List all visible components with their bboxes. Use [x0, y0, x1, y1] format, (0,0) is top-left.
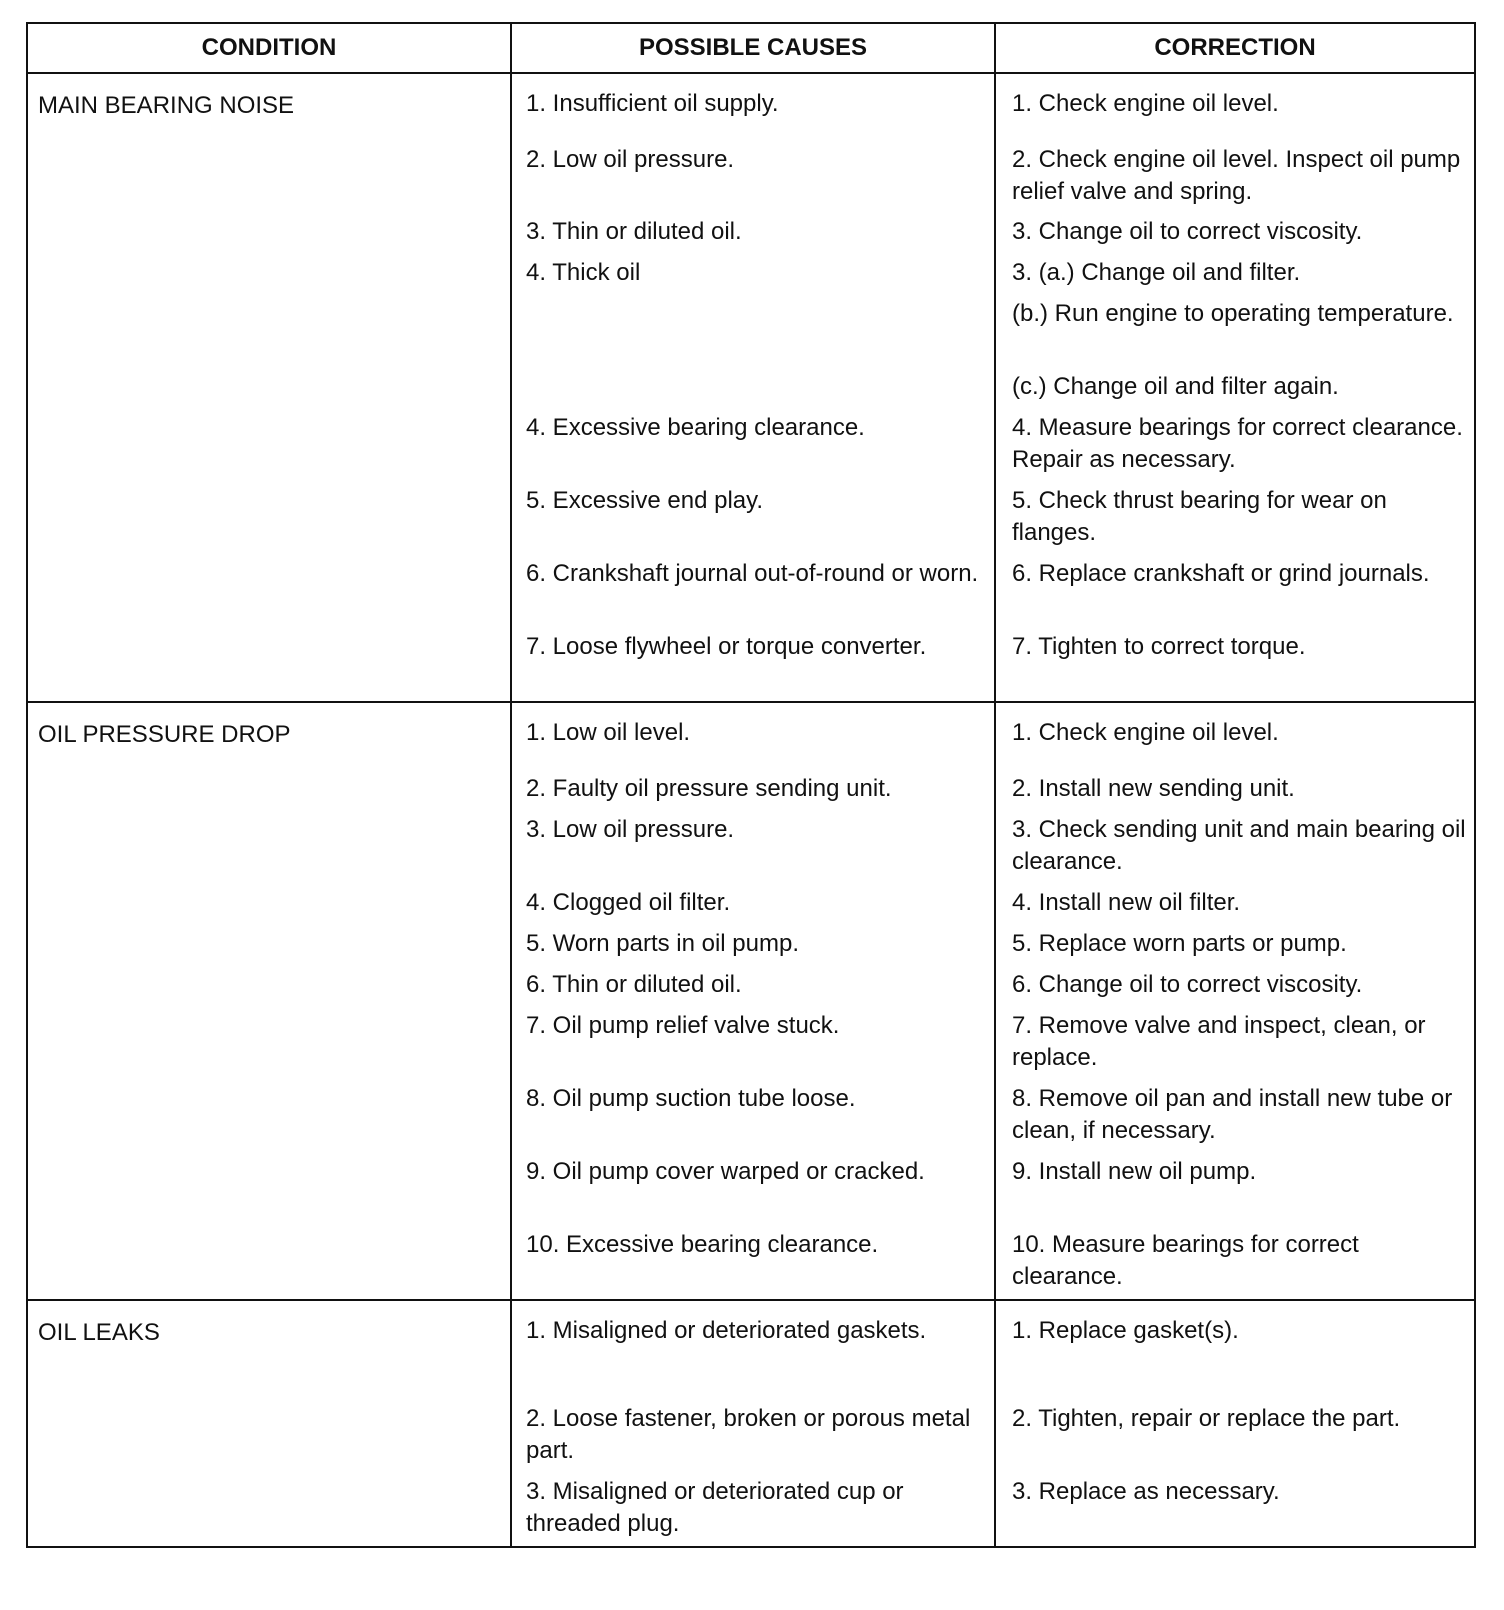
- table-row: [526, 631, 1474, 695]
- troubleshooting-table: [26, 22, 1476, 1548]
- column-divider: [994, 74, 996, 701]
- header-causes: POSSIBLE CAUSES: [512, 24, 996, 72]
- table-row: [526, 144, 1474, 216]
- correction: 9. Install new oil pump.: [1011, 1158, 1257, 1185]
- condition-label: OIL LEAKS: [38, 1319, 160, 1346]
- header-split: [511, 23, 1475, 73]
- header-correction: CORRECTION: [1154, 34, 1316, 61]
- table-row: [526, 1083, 1474, 1156]
- table-row: [526, 928, 1474, 969]
- correction: 3. Change oil to correct viscosity.: [1011, 218, 1363, 245]
- table-row: [526, 1156, 1474, 1229]
- condition-cell: [27, 73, 511, 702]
- cause: 1. Misaligned or deteriorated gaskets.: [526, 1317, 927, 1344]
- table-row: [526, 814, 1474, 887]
- cause: 4. Excessive bearing clearance.: [526, 414, 865, 441]
- cause: [526, 298, 1000, 371]
- table-row: [526, 216, 1474, 257]
- correction: (c.) Change oil and filter again.: [1011, 373, 1339, 400]
- correction: 2. Check engine oil level. Inspect oil pump relief valve and spring.: [1011, 146, 1461, 205]
- correction: 1. Check engine oil level.: [1011, 90, 1279, 117]
- correction: 3. Check sending unit and main bearing oil clearance.: [1011, 816, 1466, 875]
- cause: 7. Loose flywheel or torque converter.: [526, 633, 927, 660]
- cause: [526, 371, 1000, 412]
- table-row: [526, 88, 1474, 144]
- table-row: [526, 1315, 1474, 1403]
- table-row: [526, 485, 1474, 558]
- cause: 6. Crankshaft journal out-of-round or worn.: [526, 560, 979, 587]
- section-oil-leaks: [27, 1300, 1475, 1547]
- table-row: [526, 887, 1474, 928]
- cause: 3. Thin or diluted oil.: [526, 218, 742, 245]
- cause: 8. Oil pump suction tube loose.: [526, 1085, 856, 1112]
- cause: 1. Insufficient oil supply.: [526, 90, 779, 117]
- correction: 5. Check thrust bearing for wear on flanges.: [1011, 487, 1387, 546]
- cause: 1. Low oil level.: [526, 719, 691, 746]
- section-main-bearing-noise: [27, 73, 1475, 702]
- correction: 2. Install new sending unit.: [1011, 775, 1295, 802]
- column-divider: [994, 703, 996, 1299]
- cause: 10. Excessive bearing clearance.: [526, 1231, 879, 1258]
- correction: 8. Remove oil pan and install new tube or clean, if necessary.: [1011, 1085, 1453, 1144]
- condition-cell: [27, 1300, 511, 1547]
- correction: 7. Tighten to correct torque.: [1011, 633, 1306, 660]
- cause: 5. Excessive end play.: [526, 487, 764, 514]
- correction: 3. Replace as necessary.: [1011, 1478, 1280, 1505]
- section-oil-pressure-drop: [27, 702, 1475, 1300]
- correction: 4. Install new oil filter.: [1011, 889, 1241, 916]
- correction: 3. (a.) Change oil and filter.: [1011, 259, 1301, 286]
- header-condition: CONDITION: [27, 23, 511, 73]
- table-row: [526, 371, 1474, 412]
- correction: 1. Check engine oil level.: [1011, 719, 1279, 746]
- cause: 7. Oil pump relief valve stuck.: [526, 1012, 840, 1039]
- correction: 5. Replace worn parts or pump.: [1011, 930, 1347, 957]
- table-row: [526, 1403, 1474, 1476]
- cause: 2. Loose fastener, broken or porous metal part.: [526, 1405, 971, 1464]
- table-row: [526, 558, 1474, 631]
- correction: 2. Tighten, repair or replace the part.: [1011, 1405, 1401, 1432]
- table-row: [526, 969, 1474, 1010]
- correction: 4. Measure bearings for correct clearance. Repair as necessary.: [1011, 414, 1463, 473]
- correction: 6. Replace crankshaft or grind journals.: [1011, 560, 1430, 587]
- table-row: [526, 298, 1474, 371]
- table-row: [526, 412, 1474, 485]
- correction: 1. Replace gasket(s).: [1011, 1317, 1239, 1344]
- correction: (b.) Run engine to operating temperature.: [1011, 300, 1454, 327]
- cause: 3. Low oil pressure.: [526, 816, 735, 843]
- cause: 4. Clogged oil filter.: [526, 889, 731, 916]
- cause: 9. Oil pump cover warped or cracked.: [526, 1158, 925, 1185]
- condition-label: OIL PRESSURE DROP: [38, 721, 291, 748]
- condition-cell: [27, 702, 511, 1300]
- cause: 5. Worn parts in oil pump.: [526, 930, 800, 957]
- table-row: [526, 1010, 1474, 1083]
- cause: 2. Faulty oil pressure sending unit.: [526, 775, 892, 802]
- table-row: [526, 717, 1474, 773]
- column-divider: [994, 1301, 996, 1546]
- causes-corrections-cell: [511, 702, 1475, 1300]
- correction: 6. Change oil to correct viscosity.: [1011, 971, 1363, 998]
- causes-corrections-cell: [511, 1300, 1475, 1547]
- cause: 6. Thin or diluted oil.: [526, 971, 742, 998]
- causes-corrections-cell: [511, 73, 1475, 702]
- cause: 3. Misaligned or deteriorated cup or threaded plug.: [526, 1478, 904, 1537]
- condition-label: MAIN BEARING NOISE: [38, 92, 295, 119]
- table-row: [526, 773, 1474, 814]
- cause: 4. Thick oil: [526, 259, 641, 286]
- table-row: [526, 1476, 1474, 1540]
- correction: 7. Remove valve and inspect, clean, or replace.: [1011, 1012, 1426, 1071]
- correction: 10. Measure bearings for correct clearance.: [1011, 1231, 1359, 1290]
- table-row: [526, 1229, 1474, 1293]
- table-row: [526, 257, 1474, 298]
- header-row: [27, 23, 1475, 73]
- cause: 2. Low oil pressure.: [526, 146, 735, 173]
